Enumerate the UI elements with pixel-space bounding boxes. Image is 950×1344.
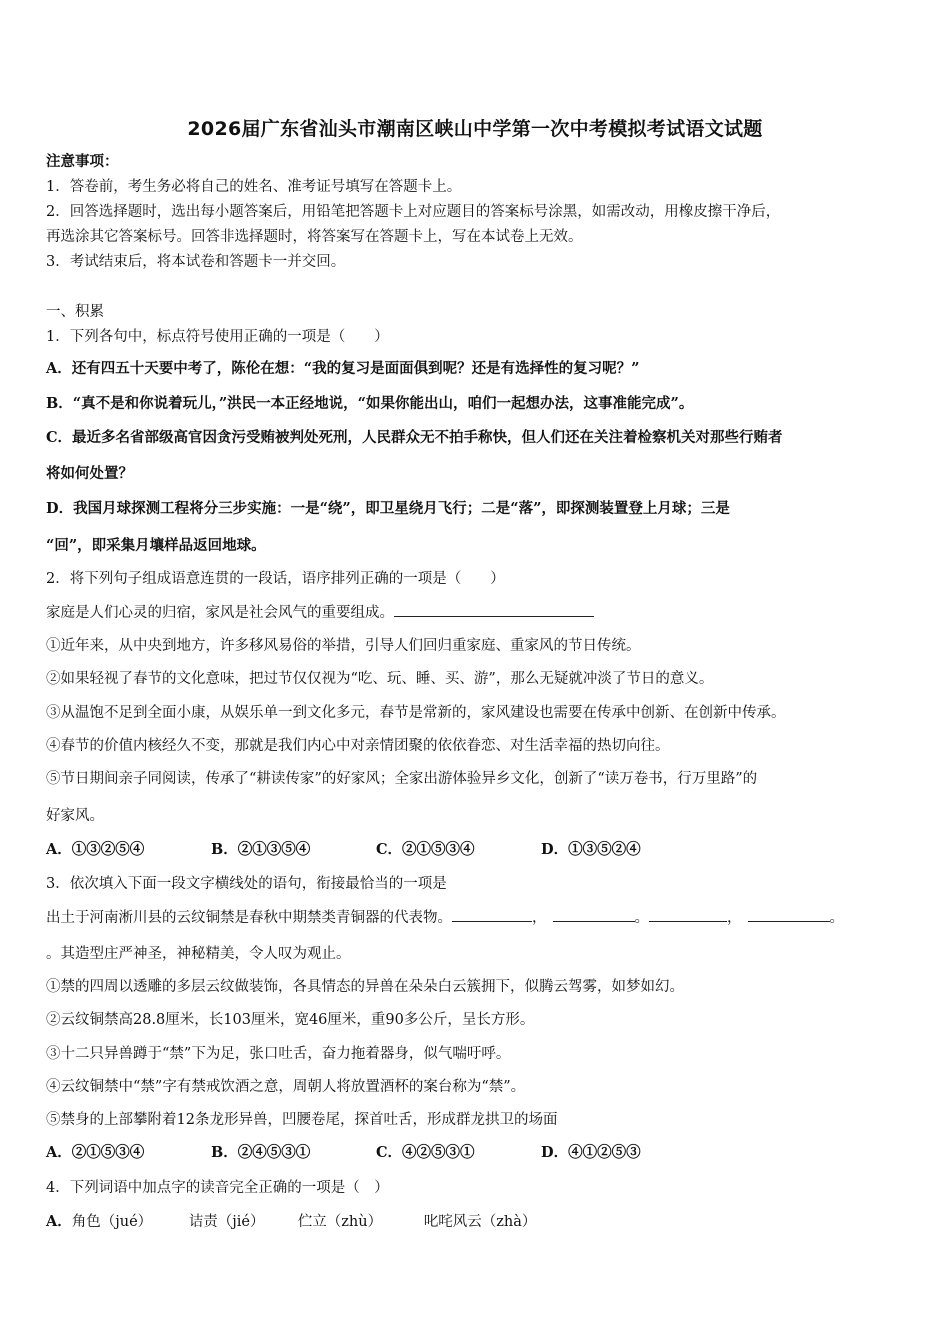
q1-option-d: D．我国月球探测工程将分三步实施：一是“绕”，即卫星绕月飞行；二是“落”，即探测装置登上月球；三是: [46, 500, 730, 517]
q2-sentence-2: ②如果轻视了春节的文化意味，把过节仅仅视为“吃、玩、睡、买、游”，那么无疑就冲淡了节日的意义。: [46, 671, 714, 687]
q2-lead-text: 家庭是人们心灵的归宿，家风是社会风气的重要组成。: [46, 605, 394, 621]
q2-option-b: B．②①③⑤④: [211, 841, 311, 858]
notice-item-2: 2．回答选择题时，选出每小题答案后，用铅笔把答题卡上对应题目的答案标号涂黑，如需改动，用橡皮擦干净后，: [46, 204, 781, 220]
q3-option-c: C．④②⑤③①: [376, 1144, 475, 1161]
q2-sentence-3: ③从温饱不足到全面小康，从娱乐单一到文化多元，春节是常新的，家风建设也需要在传承中创新、在创新中传承。: [46, 705, 786, 721]
q2-options: [46, 840, 641, 860]
notice-item-2-cont: 再选涂其它答案标号。回答非选择题时，将答案写在答题卡上，写在本试卷上无效。: [46, 229, 583, 245]
q3-separator-2: 。: [634, 910, 649, 926]
page-title: 2026届广东省汕头市潮南区峡山中学第一次中考模拟考试语文试题: [187, 118, 763, 140]
q4-word-3: 伫立（zhù）: [297, 1214, 383, 1230]
q3-lead-cont: 。其造型庄严神圣，神秘精美，令人叹为观止。: [46, 946, 351, 962]
q3-separator-1: ，: [532, 910, 547, 926]
q2-option-d: D．①③⑤②④: [541, 841, 641, 858]
q3-separator-4: 。: [829, 910, 844, 926]
answer-blank-3: [649, 907, 727, 922]
q4-option-a: [46, 1212, 536, 1232]
q2-sentence-1: ①近年来，从中央到地方，许多移风易俗的举措，引导人们回归重家庭、重家风的节日传统。: [46, 638, 641, 654]
q4-word-2: 诘责（jié）: [188, 1214, 265, 1230]
q3-separator-3: ，: [727, 910, 742, 926]
notice-item-1: 1．答卷前，考生务必将自己的姓名、准考证号填写在答题卡上。: [46, 179, 462, 195]
answer-blank-2: [553, 907, 635, 922]
q1-option-c-cont: 将如何处置？: [46, 465, 133, 482]
q3-sentence-1: ①禁的四周以透雕的多层云纹做装饰，各具情态的异兽在朵朵白云簇拥下，似腾云驾雾，如梦如幻。: [46, 979, 684, 995]
answer-blank-1: [452, 907, 532, 922]
q3-option-d: D．④①②⑤③: [541, 1144, 641, 1161]
q2-sentence-5: ⑤节日期间亲子同阅读，传承了“耕读传家”的好家风；全家出游体验异乡文化，创新了“读万卷书，行万里路”的: [46, 771, 758, 787]
q3-sentence-2: ②云纹铜禁高28.8厘米，长103厘米，宽46厘米，重90多公斤，呈长方形。: [46, 1012, 535, 1028]
q4-stem: 4．下列词语中加点字的读音完全正确的一项是（ ）: [46, 1180, 389, 1196]
q3-sentence-4: ④云纹铜禁中“禁”字有禁戒饮酒之意，周朝人将放置酒杯的案台称为“禁”。: [46, 1079, 526, 1095]
q2-sentence-4: ④春节的价值内核经久不变，那就是我们内心中对亲情团聚的依依眷恋、对生活幸福的热切向往。: [46, 738, 670, 754]
q1-stem: 1．下列各句中，标点符号使用正确的一项是（ ）: [46, 329, 389, 345]
q1-option-d-cont: “回”，即采集月壤样品返回地球。: [46, 537, 266, 554]
q2-stem: 2．将下列句子组成语意连贯的一段话，语序排列正确的一项是（ ）: [46, 571, 505, 587]
q1-option-b: B．“真不是和你说着玩儿，”洪民一本正经地说，“如果你能出山，咱们一起想办法，这事准能完成”。: [46, 395, 694, 412]
q3-sentence-5: ⑤禁身的上部攀附着12条龙形异兽，凹腰卷尾，探首吐舌，形成群龙拱卫的场面: [46, 1112, 558, 1128]
q3-sentence-3: ③十二只异兽蹲于“禁”下为足，张口吐舌，奋力拖着器身，似气喘吁呼。: [46, 1046, 511, 1062]
notice-item-3: 3．考试结束后，将本试卷和答题卡一并交回。: [46, 254, 346, 270]
answer-blank-4: [748, 907, 830, 922]
q1-option-a: A．还有四五十天要中考了，陈伦在想：“我的复习是面面俱到呢？还是有选择性的复习呢？”: [46, 360, 640, 377]
q3-option-b: B．②④⑤③①: [211, 1144, 311, 1161]
q3-option-a: A．②①⑤③④: [46, 1144, 145, 1161]
section-heading: 一、积累: [46, 304, 104, 320]
q4-option-a-label: A．: [46, 1213, 72, 1230]
notice-heading: 注意事项：: [46, 153, 119, 170]
q1-option-c: C．最近多名省部级高官因贪污受贿被判处死刑，人民群众无不拍手称快，但人们还在关注着检察机关对那些行贿者: [46, 429, 783, 446]
q3-lead: [46, 907, 844, 928]
q2-option-c: C．②①⑤③④: [376, 841, 475, 858]
q3-stem: 3．依次填入下面一段文字横线处的语句，衔接最恰当的一项是: [46, 876, 447, 892]
q2-lead: [46, 602, 594, 623]
q2-sentence-5-cont: 好家风。: [46, 808, 104, 824]
answer-blank: [394, 602, 594, 617]
q2-option-a: A．①③②⑤④: [46, 841, 145, 858]
q4-word-1: 角色（jué）: [71, 1214, 153, 1230]
q4-word-4: 叱咤风云（zhà）: [423, 1214, 537, 1230]
q3-options: [46, 1143, 641, 1163]
q3-lead-text: 出土于河南淅川县的云纹铜禁是春秋中期禁类青铜器的代表物。: [46, 910, 452, 926]
